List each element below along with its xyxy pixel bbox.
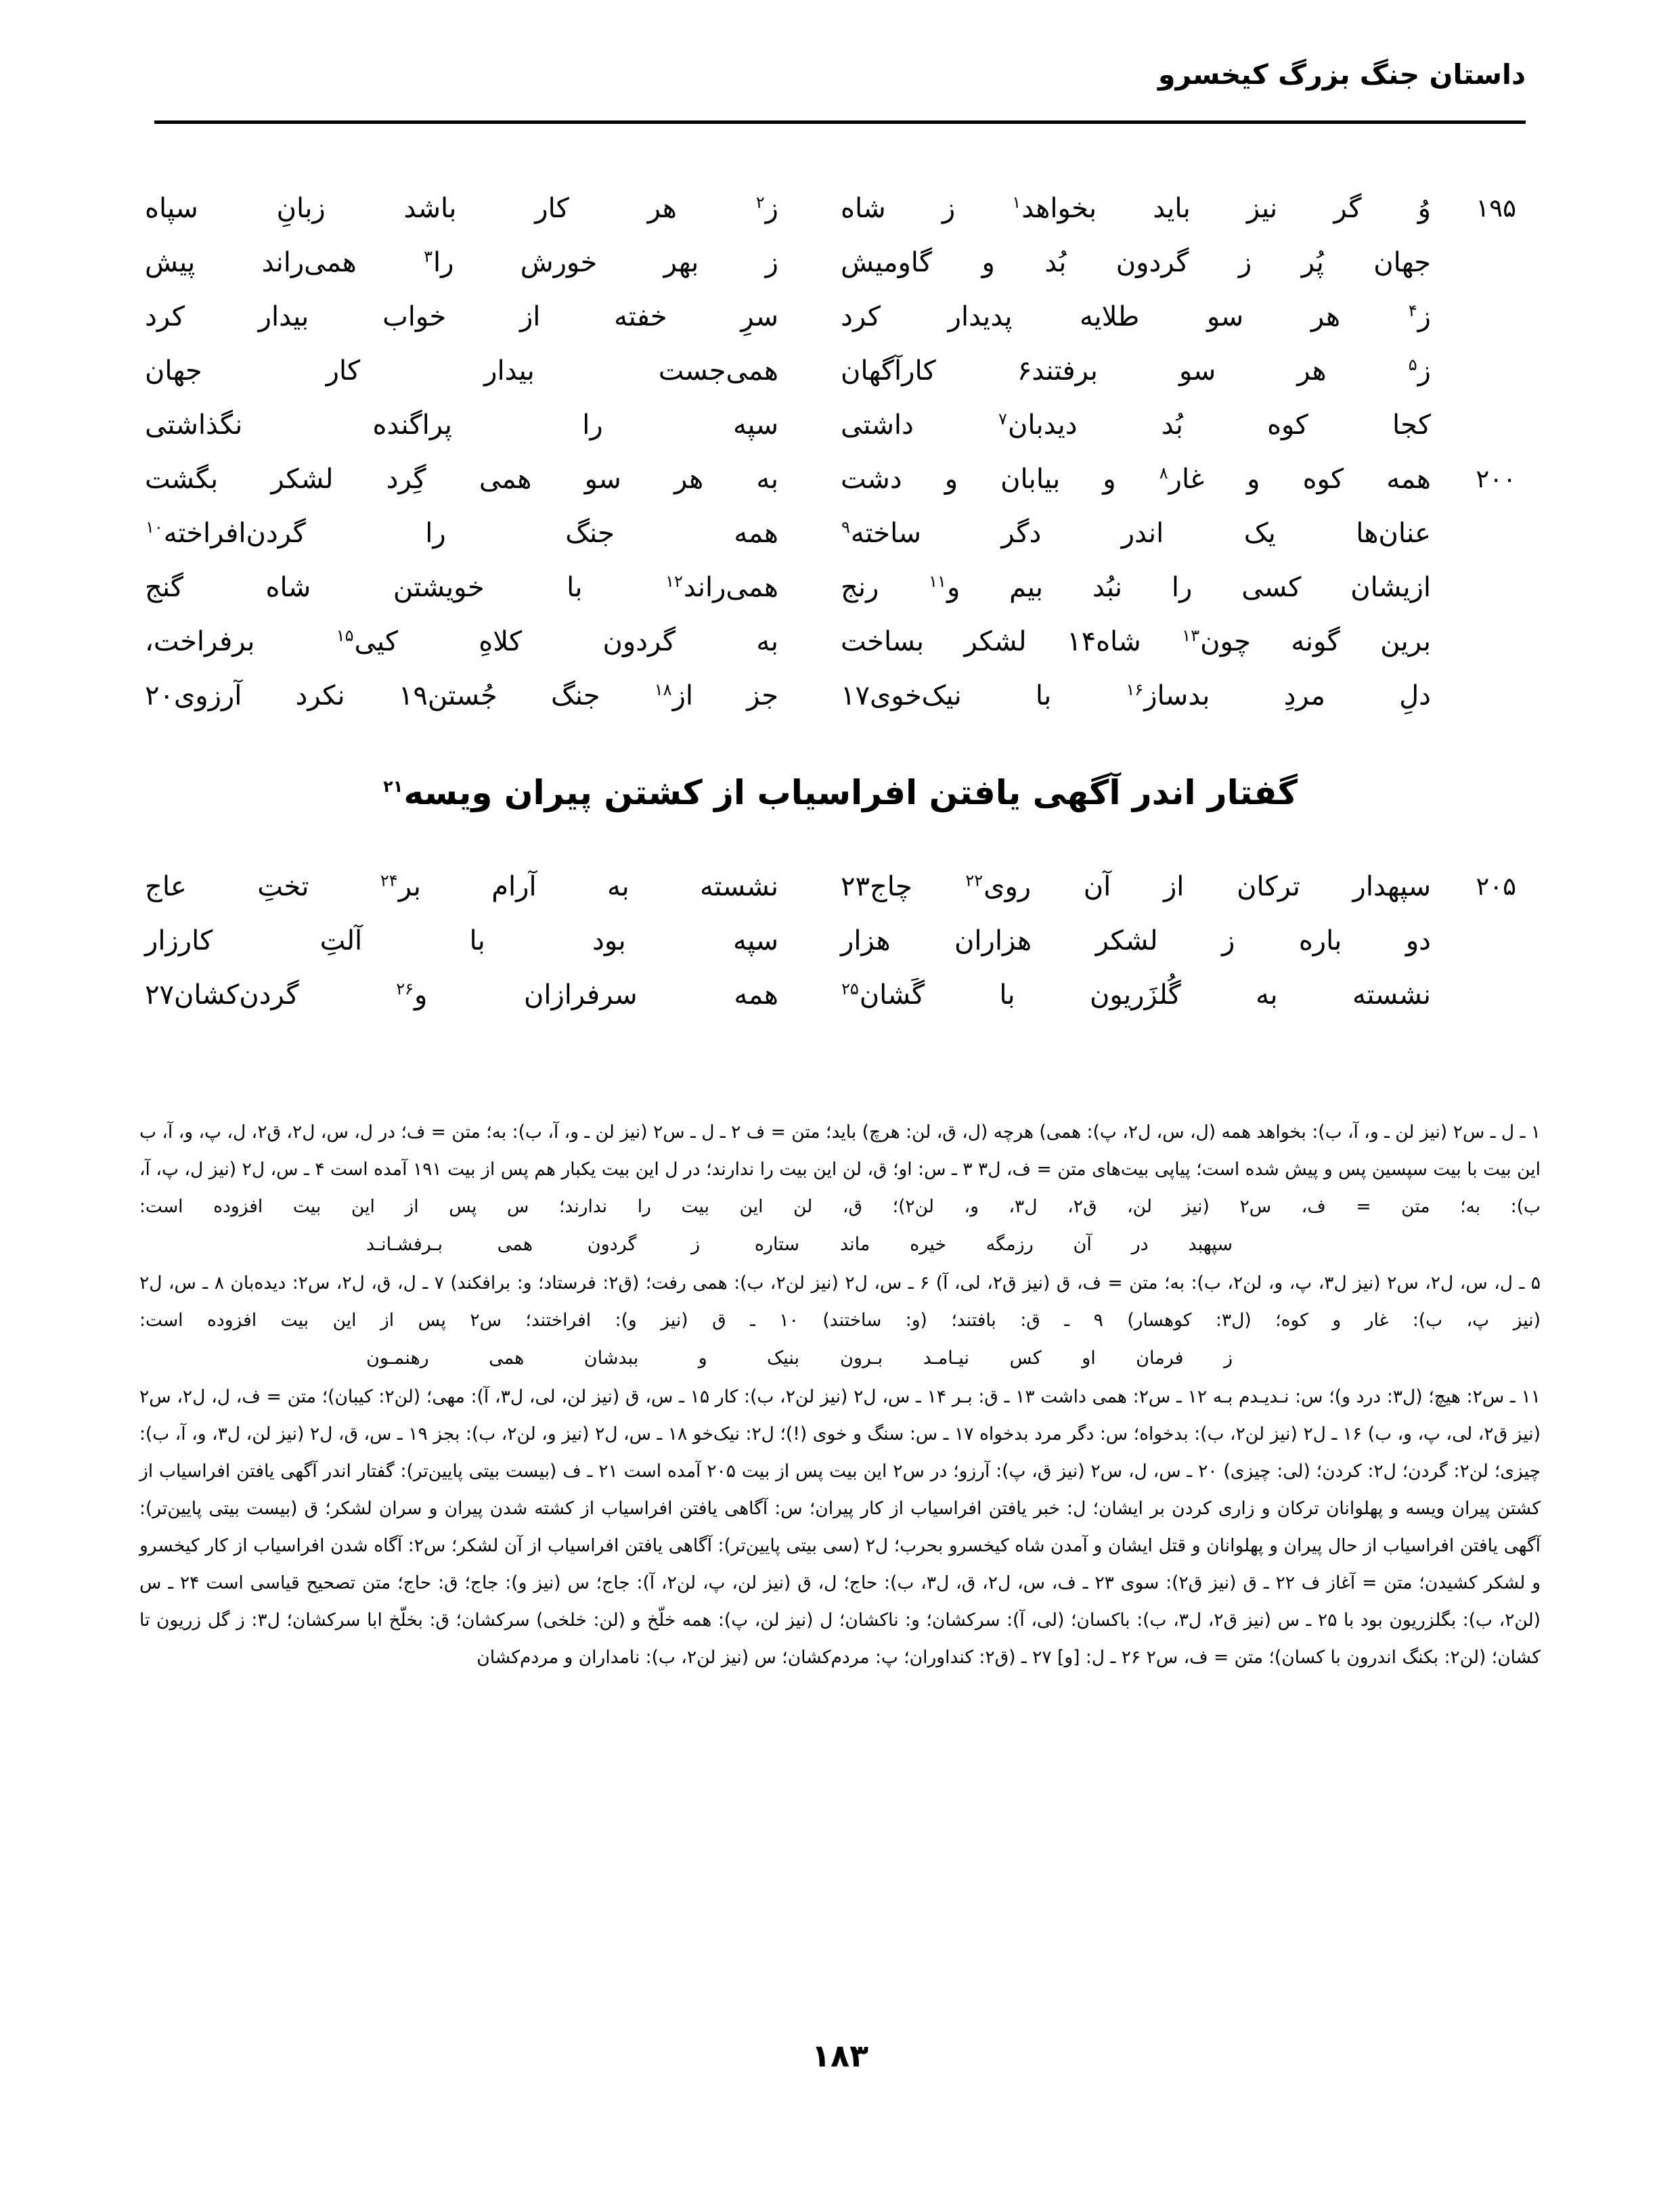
hemistich-first-text: برین گونه چون xyxy=(1200,626,1431,657)
verse-couplet xyxy=(145,560,1526,615)
hemistich-first-text: ز xyxy=(1417,355,1431,386)
apparatus-hemistich-first: سپهبد در آن رزمگه خیره ماند xyxy=(840,1234,1233,1255)
hemistich-second-text: سرِ خفته از خواب بیدار کرد xyxy=(145,301,778,332)
hemistich-first-text: همه کوه و غار xyxy=(1168,464,1431,495)
apparatus-quoted-couplet xyxy=(139,1339,1541,1378)
hemistich-first-text: سپهدار ترکان از آن روی xyxy=(983,871,1431,902)
hemistich-first xyxy=(788,914,1431,968)
hemistich-first-text-tail: رنج xyxy=(841,572,929,603)
hemistich-first xyxy=(788,615,1431,669)
hemistich-first xyxy=(788,181,1431,236)
hemistich-first xyxy=(788,506,1431,560)
hemistich-second-text: همی‌جست بیدار کار جهان xyxy=(145,355,778,386)
verse-couplet xyxy=(145,181,1526,236)
hemistich-second-text: جز از xyxy=(672,680,778,711)
verse-couplet xyxy=(145,290,1526,344)
footnote-marker: ۸ xyxy=(1159,463,1168,483)
footnote-marker: ۱۶ xyxy=(1126,680,1144,699)
critical-apparatus xyxy=(139,1113,1541,1676)
apparatus-note-paragraph: ۱ ـ ل ـ س۲ (نیز لن ـ و، آ، ب): بخواهد همه (ل، س، ل۲، پ): همی) هرچه (ل، ق، لن: هرچ) باید؛ متن = ف ۲ ـ ل ـ س۲ (نیز لن ـ و، آ، ب): به؛ متن = ف؛ در ل، س، ل۲، ق۲، ل، پ، و، آ، ب این بیت با بیت سپسین پس و پیش شده است؛ پیاپی بیت‌های متن = ف، ل۳ ۳ ـ س: او؛ ق، لن این بیت را ندارند؛ در ل این بیت یکبار هم پس از بیت ۱۹۱ آمده است ۴ ـ س، ل۲ (نیز ل، پ، آ، ب): به؛ متن = ف، س۲ (نیز لن، ق۲، ل۳، و، لن۲)؛ ق، لن این بیت را ندارند؛ س پس از این بیت افزوده است: xyxy=(139,1122,1541,1217)
page-number: ۱۸۳ xyxy=(811,2037,869,2074)
hemistich-second-text: همی‌راند xyxy=(683,572,778,603)
hemistich-second-text-tail: هر کار باشد زبانِ سپاه xyxy=(145,193,755,224)
footnote-marker: ۱۳ xyxy=(1182,625,1200,645)
verse-couplet xyxy=(146,506,1526,560)
hemistich-first-text: دو باره ز لشکر هزاران هزار xyxy=(841,925,1431,956)
header-rule xyxy=(154,120,1526,124)
footnote-marker: ۲۵ xyxy=(841,979,859,998)
hemistich-second-text-tail: همی‌راند پیش xyxy=(145,247,424,278)
verse-block-second xyxy=(145,860,1526,1022)
hemistich-first-text-tail: چاج۲۳ xyxy=(841,871,965,902)
running-head: داستان جنگ بزرگ کیخسرو xyxy=(1158,58,1526,91)
hemistich-first-text: عنان‌ها یک اندر دگر ساخته xyxy=(850,518,1431,549)
apparatus-quoted-couplet xyxy=(139,1225,1541,1264)
hemistich-first xyxy=(788,290,1431,344)
hemistich-second-text: نشسته به آرام بر xyxy=(398,871,778,902)
footnote-marker: ۱۸ xyxy=(654,680,672,699)
hemistich-first xyxy=(788,236,1431,290)
hemistich-second xyxy=(145,398,788,452)
verse-couplet xyxy=(145,968,1526,1022)
footnote-marker: ۱ xyxy=(1012,192,1021,212)
hemistich-first-text-tail: با نیک‌خوی۱۷ xyxy=(841,680,1126,711)
footnote-marker: ۷ xyxy=(998,409,1007,428)
footnote-marker: ۱۱ xyxy=(929,571,946,591)
hemistich-second xyxy=(145,290,788,344)
hemistich-second-text: ز xyxy=(765,193,778,224)
footnote-marker: ۲۴ xyxy=(380,870,398,890)
hemistich-second-text: به گردون کلاهِ کیی xyxy=(354,626,778,657)
verse-block-first xyxy=(145,181,1526,723)
hemistich-second-text: همه جنگ را گردن‌افراخته xyxy=(163,518,778,549)
hemistich-second xyxy=(145,452,788,506)
hemistich-second xyxy=(145,560,788,615)
hemistich-first-text: ز xyxy=(1417,301,1431,332)
hemistich-first xyxy=(788,344,1431,398)
section-heading-text: گفتار اندر آگهی یافتن افراسیاب از کشتن پیران ویسه xyxy=(403,773,1298,812)
verse-line-number: ۱۹۵ xyxy=(1476,194,1516,223)
apparatus-note-paragraph: ۱۱ ـ س۲: هیچ؛ (ل۳: درد و)؛ س: نـدیـدم بـه ۱۲ ـ س۲: همی داشت ۱۳ ـ ق: بـر ۱۴ ـ س، ل۲ (نیز لن۲، ب): کار ۱۵ ـ س، ق (نیز لن، لی، ل۳، آ): مهی؛ (لن۲: کیبان)؛ متن = ف، ل، ل۲، س۲ (نیز ق۲، لی، پ، و، ب) ۱۶ ـ ل۲ (نیز لن۲، ب): بدخواه؛ س: دگر مرد بدخواه ۱۷ ـ س: سنگ و خوی (!)؛ ل۲: نیک‌خو ۱۸ ـ س، ل۲ (نیز و، لن۲، ب): بجز ۱۹ ـ س، ق، ل۲ (نیز لن، ل۳، و، آ، ب): چیزی؛ لن۲: گردن؛ ل۲: کردن؛ (لی: چیزی) ۲۰ ـ س، ل، س۲ (نیز ق، پ): آرزو؛ در س۲ این بیت پس از بیت ۲۰۵ آمده است ۲۱ ـ ف (بیست بیتی پایین‌تر): گفتار اندر آگهی یافتن افراسیاب از کشتن پیران ویسه و پهلوانان ترکان و زاری کردن بر ایشان؛ ل: خبر یافتن افراسیاب از کار پیران؛ س: آگاهی یافتن افراسیاب از کشته شدن پیران و سران لشکر؛ ق (بیست بیتی پایین‌تر): آگهی یافتن افراسیاب از حال پیران و پهلوانان و قتل ایشان و آمدن شاه کیخسرو بحرب؛ ل۲ (سی بیتی پایین‌تر): آگاهی یافتن افراسیاب از آن لشکر؛ س۲: آگاه شدن افراسیاب از کار کیخسرو و لشکر کشیدن؛ متن = آغاز ف ۲۲ ـ ق (نیز ق۲): سوی ۲۳ ـ ف، س، ل۲، ق، ل۳، ب): حاج؛ ل، ق (نیز لن، پ، لن۲، آ): جاج؛ س (نیز و): جاج؛ ق: حاج؛ متن تصحیح قیاسی است ۲۴ ـ س (لن۲، ب): بگلزریون بود با ۲۵ ـ س (نیز ق۲، ل۳، ب): باکسان؛ (لی، آ): سرکشان؛ و: ناکشان؛ ل (نیز لن، پ): همه خلّخ و (لن: خلخی) سرکشان؛ ق: بخلّخ ابا سرکشان؛ ل۳: ز گل زریون تا کشان؛ (لن۲: بکنگ اندرون با کسان)؛ متن = ف، س۲ ۲۶ ـ ل: [و] ۲۷ ـ (ق۲: کنداوران؛ پ: مردم‌کشان؛ س (نیز لن۲، ب): نامداران و مردم‌کشان xyxy=(139,1386,1541,1668)
hemistich-second-text: به هر سو همی گِرد لشکر بگشت xyxy=(145,464,778,495)
hemistich-second xyxy=(145,860,788,914)
section-heading-footnote-marker: ۲۱ xyxy=(383,777,403,797)
footnote-marker: ۱۰ xyxy=(146,517,163,537)
verse-couplet xyxy=(145,452,1526,506)
hemistich-first-text-tail: و بیابان و دشت xyxy=(841,464,1159,495)
hemistich-second xyxy=(145,669,788,723)
hemistich-first xyxy=(788,560,1431,615)
footnote-marker: ۳ xyxy=(424,246,433,266)
hemistich-first-text-tail: داشتی xyxy=(841,410,998,441)
hemistich-first-text-tail: شاه۱۴ لشکر بساخت xyxy=(841,626,1182,657)
hemistich-first-text-tail: ز شاه xyxy=(841,193,1012,224)
verse-line-number: ۲۰۰ xyxy=(1476,464,1516,493)
hemistich-second-text-tail: با خویشتن شاه گنج xyxy=(145,572,665,603)
footnote-marker: ۲۶ xyxy=(396,979,414,998)
hemistich-second xyxy=(145,968,788,1022)
hemistich-second xyxy=(145,914,788,968)
hemistich-second xyxy=(145,615,788,669)
footnote-marker: ۲ xyxy=(755,192,765,212)
hemistich-second xyxy=(145,506,788,560)
hemistich-first xyxy=(788,452,1431,506)
hemistich-first-text-tail: هر سو برفتند۶ کارآگهان xyxy=(841,355,1408,386)
hemistich-second-text: ز بهر خورش را xyxy=(433,247,778,278)
verse-couplet xyxy=(145,236,1526,290)
hemistich-second-text: سپه را پراگنده نگذاشتی xyxy=(145,410,778,441)
apparatus-note-paragraph: ۵ ـ ل، س، ل۲، س۲ (نیز ل۳، پ، و، لن۲، ب): به؛ متن = ف، ق (نیز ق۲، لی، آ) ۶ ـ س، ل۲ (نیز لن۲، ب): همی رفت؛ (ق۲: فرستاد؛ و: برافکند) ۷ ـ ل، ق، ل۲، س۲: دیده‌بان ۸ ـ س، ل۲ (نیز پ، ب): غار و کوه؛ (ل۳: کوهسار) ۹ ـ ق: بافتند؛ (و: ساختند) ۱۰ ـ ق (نیز و): افراختند؛ س۲ پس از این بیت افزوده است: xyxy=(139,1273,1541,1331)
hemistich-first xyxy=(788,669,1431,723)
hemistich-second-text-tail: گردن‌کشان۲۷ xyxy=(145,979,396,1011)
hemistich-first-text: دلِ مردِ بدساز xyxy=(1144,680,1431,711)
verse-couplet xyxy=(145,344,1526,398)
verse-couplet xyxy=(145,398,1526,452)
hemistich-second-text-tail: جنگ جُستن۱۹ نکرد آرزوی۲۰ xyxy=(145,680,654,711)
footnote-marker: ۹ xyxy=(841,517,850,537)
footnote-marker: ۲۲ xyxy=(965,870,983,890)
verse-couplet xyxy=(145,914,1526,968)
footnote-marker: ۵ xyxy=(1408,355,1417,374)
hemistich-second-text: سپه بود با آلتِ کارزار xyxy=(145,925,778,956)
verse-couplet xyxy=(145,860,1526,914)
hemistich-second xyxy=(145,181,788,236)
section-heading xyxy=(154,772,1526,814)
verse-couplet xyxy=(145,669,1526,723)
hemistich-first-text: وُ گر نیز باید بخواهد xyxy=(1021,193,1431,224)
hemistich-first xyxy=(788,398,1431,452)
hemistich-first-text: کجا کوه بُد دیدبان xyxy=(1007,410,1431,441)
hemistich-second-text-tail: برفراخت، xyxy=(145,626,336,657)
hemistich-first-text: جهان پُر ز گردون بُد و گاومیش xyxy=(841,247,1431,278)
hemistich-first-text: ازیشان کسی را نبُد بیم و xyxy=(946,572,1432,603)
hemistich-second xyxy=(145,236,788,290)
apparatus-hemistich-second: بنیک و ببدشان همی رهنمـون xyxy=(366,1348,799,1369)
hemistich-second-text: همه سرفرازان و xyxy=(414,979,778,1011)
apparatus-hemistich-second: ستاره ز گردون همی بـرفشـانـد xyxy=(366,1234,799,1255)
hemistich-second-text-tail: تختِ عاج xyxy=(145,871,380,902)
verse-line-number: ۲۰۵ xyxy=(1476,872,1516,901)
footnote-marker: ۱۲ xyxy=(665,571,683,591)
hemistich-first xyxy=(788,968,1431,1022)
footnote-marker: ۴ xyxy=(1408,301,1417,320)
hemistich-first xyxy=(788,860,1431,914)
verse-couplet xyxy=(145,615,1526,669)
hemistich-first-text-tail: هر سو طلایه پدیدار کرد xyxy=(841,301,1408,332)
hemistich-second xyxy=(145,344,788,398)
hemistich-first-text: نشسته به گُلزَریون با گَشان xyxy=(859,979,1431,1011)
footnote-marker: ۱۵ xyxy=(336,625,354,645)
apparatus-hemistich-first: ز فرمان او کس نیـامـد بـرون xyxy=(840,1348,1233,1369)
